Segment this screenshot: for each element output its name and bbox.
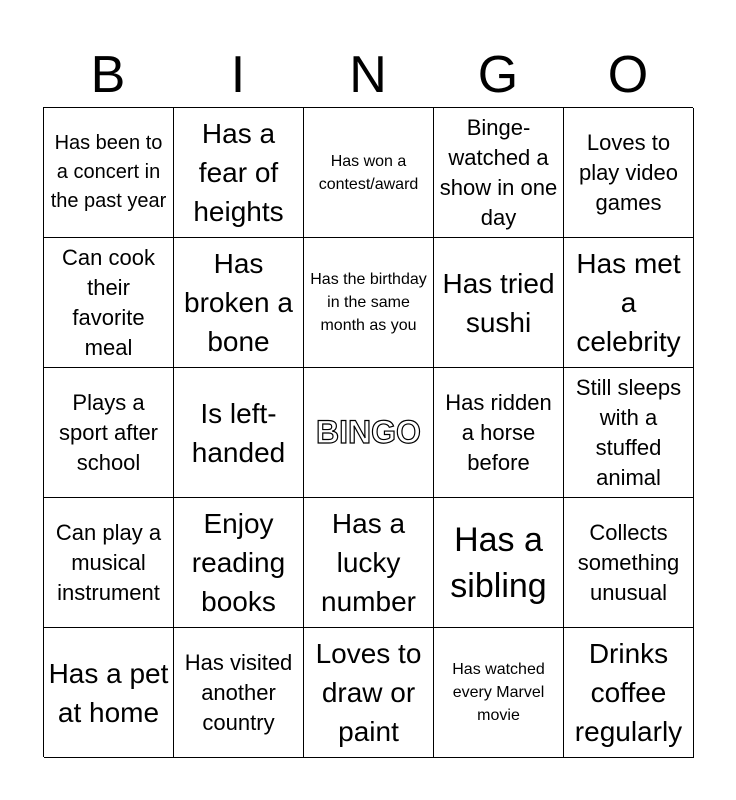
cell-text: Enjoy reading books	[191, 508, 286, 617]
bingo-cell[interactable]	[44, 628, 174, 758]
bingo-cell[interactable]	[564, 628, 694, 758]
free-space-label: BINGO	[316, 414, 421, 450]
bingo-cell[interactable]	[434, 108, 564, 238]
bingo-cell[interactable]	[434, 498, 564, 628]
cell-text: Has won a contest/award	[318, 152, 419, 193]
cell-text: Has a fear of heights	[193, 118, 284, 227]
bingo-cell[interactable]	[564, 238, 694, 368]
cell-text: Drinks coffee regularly	[574, 638, 683, 747]
cell-text: Binge-watched a show in one day	[439, 114, 558, 230]
cell-text: Has a lucky number	[321, 508, 416, 617]
header-letter-o: O	[607, 46, 649, 104]
bingo-cell[interactable]	[44, 368, 174, 498]
bingo-cell[interactable]	[44, 108, 174, 238]
bingo-cell[interactable]	[174, 498, 304, 628]
bingo-cell[interactable]	[44, 238, 174, 368]
bingo-cell[interactable]	[174, 238, 304, 368]
bingo-cell[interactable]	[174, 628, 304, 758]
cell-text: Plays a sport after school	[58, 389, 159, 475]
cell-text: Has met a celebrity	[576, 248, 681, 357]
bingo-cell[interactable]	[564, 498, 694, 628]
bingo-cell[interactable]	[564, 368, 694, 498]
header-letter-g: G	[477, 46, 519, 104]
cell-text: Has broken a bone	[184, 248, 293, 357]
header-letter-i: I	[230, 46, 246, 104]
bingo-header	[43, 44, 693, 106]
cell-text: Loves to draw or paint	[315, 638, 422, 747]
header-letter-n: N	[349, 46, 387, 104]
cell-text: Has tried sushi	[442, 267, 555, 338]
cell-text: Can cook their favorite meal	[62, 244, 155, 360]
bingo-cell[interactable]	[434, 628, 564, 758]
cell-text: Has ridden a horse before	[445, 389, 552, 475]
cell-text: Has visited another country	[184, 649, 293, 735]
bingo-cell[interactable]	[304, 628, 434, 758]
bingo-cell[interactable]	[304, 238, 434, 368]
header-letter-b: B	[90, 46, 126, 104]
cell-text: Has been to a concert in the past year	[50, 132, 167, 212]
cell-text: Has a pet at home	[48, 657, 169, 728]
bingo-cell[interactable]	[564, 108, 694, 238]
cell-text: Collects something unusual	[577, 519, 680, 605]
bingo-cell[interactable]	[174, 368, 304, 498]
bingo-cell[interactable]	[44, 498, 174, 628]
cell-text: Has a sibling	[450, 520, 547, 605]
cell-text: Loves to play video games	[578, 129, 679, 215]
bingo-cell[interactable]	[434, 368, 564, 498]
bingo-grid	[43, 107, 693, 757]
cell-text: Can play a musical instrument	[55, 519, 162, 605]
bingo-cell[interactable]	[434, 238, 564, 368]
free-space-cell[interactable]	[304, 368, 434, 498]
cell-text: Still sleeps with a stuffed animal	[575, 374, 682, 490]
bingo-cell[interactable]	[304, 498, 434, 628]
cell-text: Has the birthday in the same month as you	[310, 271, 427, 334]
bingo-cell[interactable]	[304, 108, 434, 238]
cell-text: Is left-handed	[191, 397, 286, 468]
cell-text: Has watched every Marvel movie	[452, 661, 545, 724]
bingo-cell[interactable]	[174, 108, 304, 238]
